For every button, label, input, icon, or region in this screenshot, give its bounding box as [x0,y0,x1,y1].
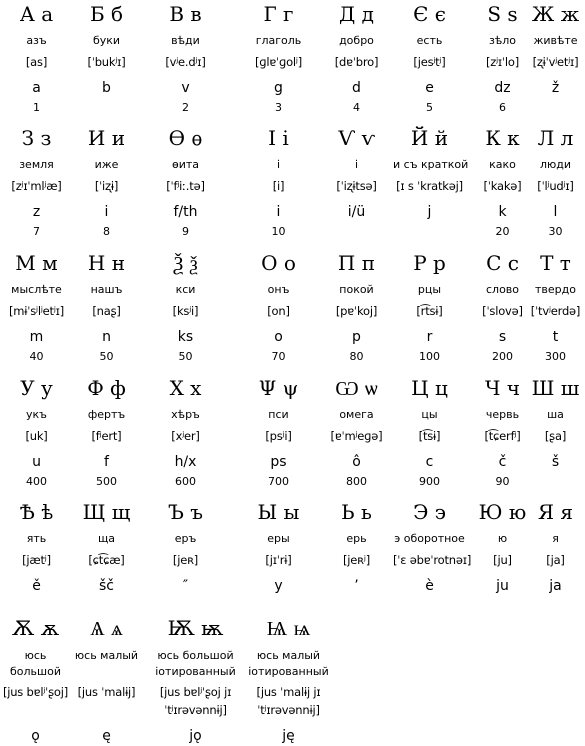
letter-num: 3 [275,101,282,114]
letter-ipa: [ˈiʐɨtsə] [336,179,377,193]
letter-letter: Ю ю [478,500,527,524]
letter-num: 4 [353,101,360,114]
letter-letter: К к [485,126,520,150]
letter-letter: М м [15,251,58,275]
letter-num: 200 [492,350,513,363]
letter-name: і [276,158,281,171]
letter-translit: d [352,80,361,96]
letter-translit: è [425,578,434,594]
letter-letter: Щ щ [82,500,131,524]
letter-ipa: [zʲɪˈmlʲæ] [11,179,62,193]
letter-ipa: [dɐˈbro] [334,55,379,69]
letter-num: 80 [349,350,364,363]
letter-letter: Ѕ ѕ [487,2,518,26]
letter-num: 100 [419,350,440,363]
letter-letter: В в [169,2,202,26]
letter-num: 500 [96,475,117,488]
letter-name: хѣръ [171,408,200,421]
letter-letter: С с [486,251,519,275]
letter-translit: z [32,204,41,220]
letter-name: юсь малый іотированный [248,649,329,678]
letter-letter: Є є [413,2,446,26]
letter-name: ща [97,532,116,545]
letter-num: 30 [548,225,563,238]
letter-translit: ô [352,454,361,470]
letter-name: юсь малый [74,649,139,662]
letter-ipa: [xʲer] [171,429,200,443]
letter-name: кси [175,283,196,296]
letter-ipa: [naʂ] [92,304,121,318]
letter-num: 1 [33,101,40,114]
letter-translit: e [425,80,434,96]
letter-translit: ę [102,728,111,744]
letter-num: 20 [495,225,510,238]
letter-num: 5 [426,101,433,114]
letter-ipa: [as] [25,55,48,69]
letter-ipa: [ˈkakə] [483,179,522,193]
letter-letter: О о [261,251,296,275]
letter-translit: i [276,204,281,220]
letter-name: нашъ [90,283,123,296]
letter-translit: b [102,80,111,96]
letter-ipa: [jus bɐlʲˈʂoj] [2,685,69,699]
letter-name: юсь большой іотированный [155,649,236,678]
letter-letter: И и [87,126,126,150]
letter-num: 400 [26,475,47,488]
letter-ipa: [ˈbukʲɪ] [87,55,126,69]
letter-num: 700 [268,475,289,488]
letter-translit: s [498,329,507,345]
letter-ipa: [ʐɨˈvʲetʲɪ] [532,55,579,69]
letter-translit: č [498,454,507,470]
letter-letter: Г г [263,2,294,26]
letter-letter: З з [21,126,52,150]
letter-translit: ’ [354,578,359,594]
letter-ipa: [ʂa] [544,429,567,443]
letter-ipa: [psʲi] [265,429,292,443]
letter-letter: Ы ы [257,500,300,524]
letter-ipa: [jus ˈmalɨj jɪˈtʲɪrəvənnɨj] [256,685,321,717]
letter-ipa: [ɪ s ˈkratkəj] [396,179,463,193]
letter-ipa: [ɡlɐˈɡolʲ] [254,55,303,69]
letter-translit: g [274,80,283,96]
letter-letter: Л л [537,126,574,150]
letter-name: живѣте [533,34,578,47]
letter-name: омега [339,408,374,421]
letter-num: 7 [33,225,40,238]
letter-name: рцы [417,283,442,296]
letter-ipa: [ɐˈmʲeɡə] [330,429,383,443]
letter-ipa: [on] [267,304,290,318]
letter-name: я [552,532,559,545]
letter-translit: dz [494,80,511,96]
letter-translit: r [426,329,433,345]
letter-translit: j [427,204,432,220]
letter-ipa: [ju] [493,553,512,567]
letter-name: слово [485,283,520,296]
letter-num: 40 [29,350,44,363]
letter-letter: Я я [537,500,574,524]
letter-name: фертъ [87,408,126,421]
letter-translit: ž [551,80,560,96]
letter-letter: Х х [169,376,202,400]
letter-letter: Ѳ ѳ [168,126,203,150]
letter-ipa: [ˈtvʲerdə] [530,304,581,318]
letter-num: 50 [99,350,114,363]
letter-name: цы [421,408,438,421]
letter-letter: І і [268,126,289,150]
letter-translit: t [552,329,559,345]
letter-letter: Ѵ ѵ [337,126,376,150]
letter-name: зѣло [488,34,516,47]
letter-ipa: [ksʲi] [172,304,199,318]
letter-translit: i [104,204,109,220]
letter-letter: Ь ь [341,500,372,524]
letter-ipa: [t͡sɨ] [418,429,441,443]
letter-ipa: [zʲɪˈlo] [485,55,520,69]
letter-ipa: [t͡ɕerfʲ] [484,429,521,443]
letter-ipa: [jætʲ] [22,553,51,567]
letter-ipa: [r͡tsɨ] [416,304,443,318]
letter-name: онъ [267,283,290,296]
letter-letter: Ж ж [531,2,580,26]
letter-ipa: [jɪˈrɨ] [265,553,292,567]
letter-translit: y [274,578,283,594]
letter-ipa: [jesʲtʲ] [413,55,446,69]
letter-letter: Т т [540,251,571,275]
letter-translit: c [425,454,434,470]
letter-letter: Ѡ ѡ [335,376,378,400]
letter-letter: У у [20,376,53,400]
letter-ipa: [mɨˈsʲlʲetʲɪ] [8,304,64,318]
letter-num: 8 [103,225,110,238]
letter-num: 70 [271,350,286,363]
letter-translit: h/x [174,454,197,470]
letter-letter: Н н [87,251,126,275]
letter-num: 50 [178,350,193,363]
letter-name: юсь большой [10,649,61,678]
letter-name: иже [94,158,119,171]
letter-name: твердо [535,283,576,296]
letter-num: 600 [175,475,196,488]
letter-letter: Ѩ ѩ [266,616,311,640]
letter-name: ша [547,408,564,421]
letter-ipa: [jus ˈmalɨj] [77,685,136,699]
letter-num: 800 [346,475,367,488]
letter-letter: Ф ф [87,376,126,400]
letter-ipa: [jus bɐlʲˈʂoj jɪˈtʲɪrəvənnɨj] [159,685,232,717]
letter-name: буки [92,34,121,47]
letter-ipa: [fʲert] [91,429,122,443]
letter-translit: ja [549,578,562,594]
letter-ipa: [ja] [546,553,565,567]
letter-num: 90 [495,475,510,488]
letter-translit: jǫ [189,728,202,744]
letter-letter: Ѯ ѯ [173,251,198,275]
letter-name: червь [485,408,520,421]
letter-ipa: [ˈiʐɨ] [94,179,119,193]
letter-ipa: [ˈslovə] [482,304,523,318]
letter-name: добро [339,34,374,47]
letter-num: 10 [271,225,286,238]
letter-ipa: [uk] [25,429,48,443]
letter-letter: Ѫ ѫ [11,616,60,640]
letter-ipa: [ɕt͡ɕæ] [88,553,125,567]
letter-translit: ″ [182,578,189,594]
letter-letter: Й й [410,126,449,150]
letter-letter: Ц ц [411,376,448,400]
letter-name: мыслѣте [11,283,62,296]
letter-translit: l [553,204,558,220]
letter-name: і [354,158,359,171]
letter-name: еръ [174,532,197,545]
letter-translit: ps [270,454,287,470]
letter-letter: Ѭ ѭ [167,616,224,640]
letter-translit: u [32,454,41,470]
letter-letter: Р р [413,251,446,275]
letter-name: ерь [346,532,367,545]
letter-letter: Ψ ψ [258,376,299,400]
letter-name: земля [19,158,54,171]
letter-num: 300 [545,350,566,363]
letter-translit: ję [282,728,295,744]
letter-translit: ǫ [31,728,40,744]
letter-name: како [489,158,516,171]
letter-letter: П п [337,251,376,275]
letter-name: еры [267,532,290,545]
letter-name: вѣди [171,34,200,47]
letter-ipa: [ˈlʲudʲɪ] [537,179,574,193]
letter-translit: i/ü [347,204,366,220]
letter-letter: Д д [339,2,374,26]
letter-translit: šč [99,578,114,594]
letter-translit: p [352,329,361,345]
letter-ipa: [i] [272,179,285,193]
letter-ipa: [ˈɛ əbɐˈrotnəɪ] [393,553,472,567]
letter-letter: Ѣ ѣ [19,500,54,524]
letter-name: э оборотное [394,532,465,545]
letter-num: 900 [419,475,440,488]
letter-translit: m [29,329,44,345]
letter-translit: f [104,454,109,470]
letter-num: 2 [182,101,189,114]
letter-letter: Ѧ ѧ [90,616,123,640]
letter-name: глаголь [255,34,302,47]
letter-letter: Ч ч [484,376,521,400]
letter-letter: Э э [413,500,446,524]
letter-ipa: [jeʀʲ] [343,553,370,567]
letter-name: покой [339,283,374,296]
letter-translit: f/th [173,204,198,220]
letter-ipa: [ˈfʲiː.tə] [166,179,205,193]
letter-translit: ks [177,329,194,345]
letter-translit: n [102,329,111,345]
letter-name: ю [497,532,508,545]
letter-letter: А а [19,2,54,26]
letter-name: ѳита [171,158,200,171]
letter-translit: š [551,454,560,470]
letter-name: люди [539,158,572,171]
letter-name: есть [416,34,443,47]
letter-translit: k [498,204,507,220]
letter-name: азъ [26,34,47,47]
letter-translit: ě [32,578,41,594]
letter-num: 6 [499,101,506,114]
letter-name: ять [26,532,47,545]
letter-translit: v [181,80,190,96]
letter-letter: Ъ ъ [168,500,203,524]
letter-num: 9 [182,225,189,238]
letter-ipa: [pɐˈkoj] [335,304,378,318]
letter-letter: Б б [89,2,124,26]
letter-letter: Ш ш [531,376,580,400]
letter-name: укъ [26,408,47,421]
letter-ipa: [jeʀ] [172,553,199,567]
letter-name: и съ краткой [393,158,469,171]
letter-translit: ju [496,578,509,594]
letter-translit: o [274,329,283,345]
letter-ipa: [vʲe.dʲɪ] [165,55,206,69]
letter-translit: a [32,80,41,96]
letter-name: пси [268,408,289,421]
